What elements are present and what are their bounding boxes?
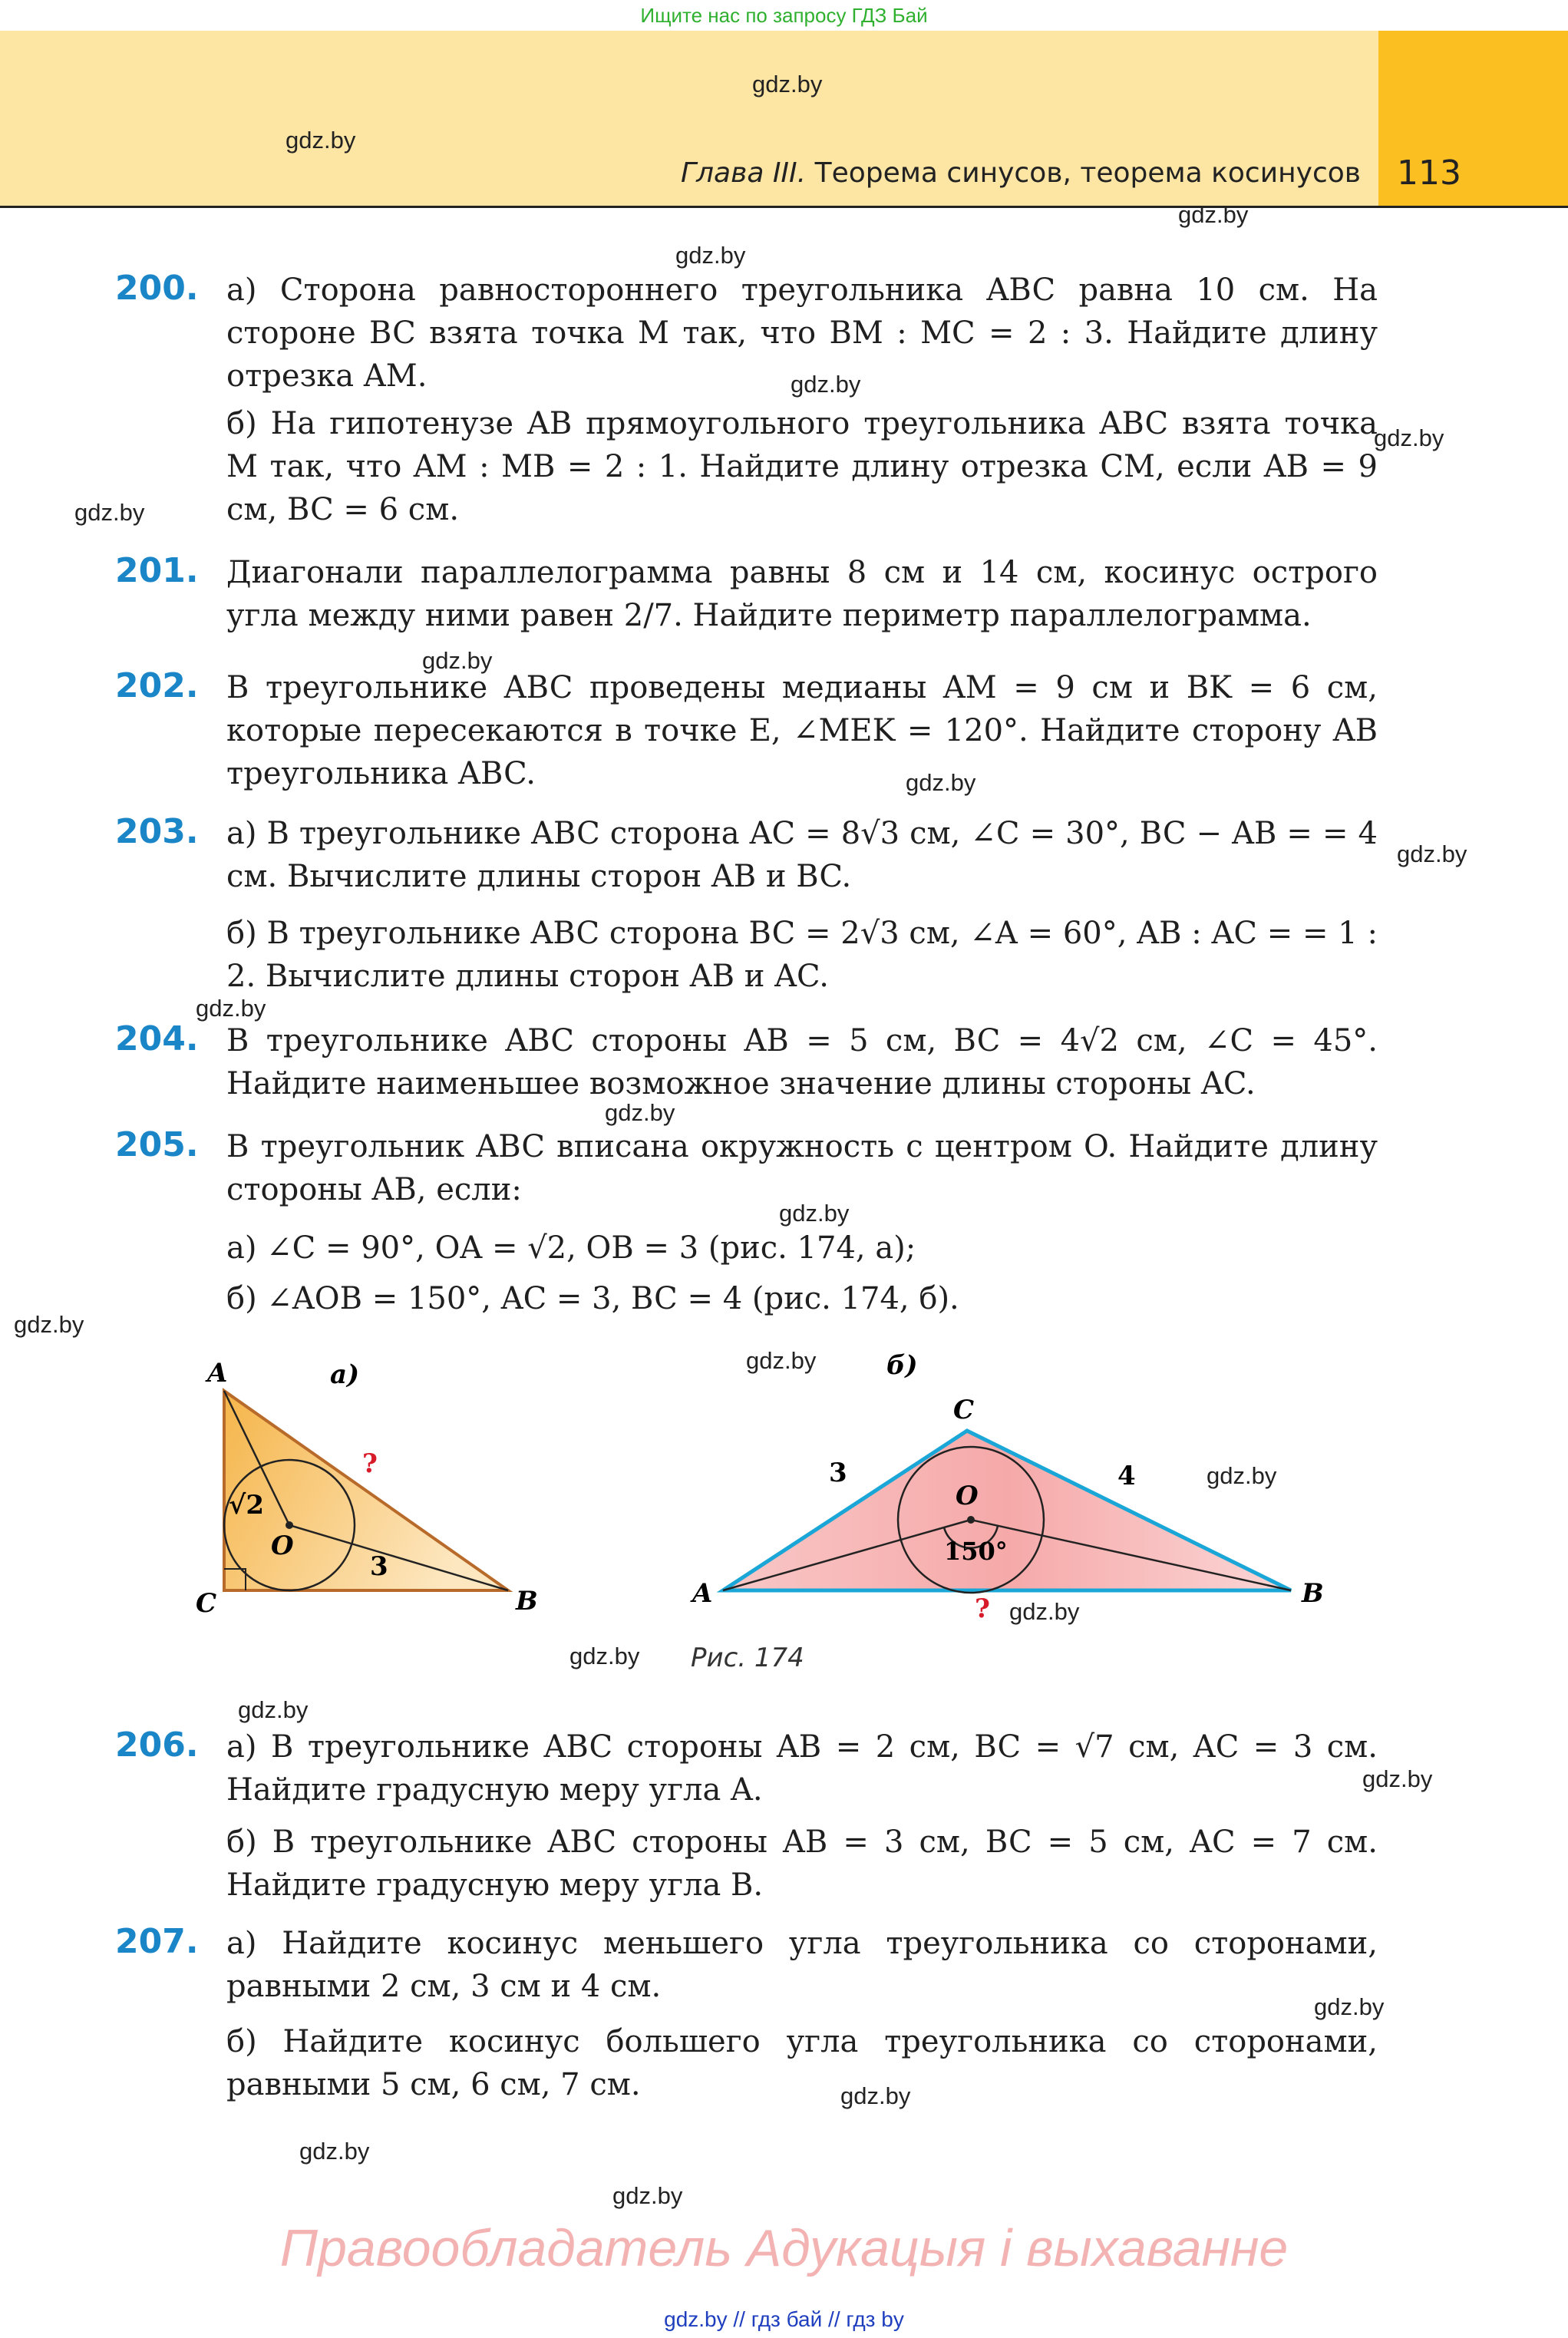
- footer-links[interactable]: gdz.by // гдз бай // гдз by: [664, 2307, 904, 2331]
- watermark: gdz.by: [14, 1311, 84, 1338]
- watermark: gdz.by: [1314, 1993, 1385, 2020]
- problem-number: 206.: [115, 1725, 199, 1765]
- problem-text: а) ∠C = 90°, OA = √2, OB = 3 (рис. 174, а);: [226, 1230, 916, 1266]
- watermark: gdz.by: [675, 242, 746, 269]
- problem-text: В треугольнике ABC стороны AB = 5 см, BC = 4√2 см, ∠C = 45°. Найдите наименьшее возможное значение длины стороны AC.: [226, 1023, 1378, 1101]
- problem-text: б) На гипотенузе AB прямоугольного треугольника ABC взята точка M так, что AM : MB = 2 : 1. Найдите длину отрезка CM, если AB = 9 см, BC = 6 см.: [226, 406, 1378, 527]
- figure-caption: Рис. 174: [691, 1643, 804, 1673]
- watermark: gdz.by: [752, 71, 823, 97]
- problem-text: б) В треугольнике ABC сторона BC = 2√3 см, ∠A = 60°, AB : AC = = 1 : 2. Вычислите длины сторон AB и AC.: [226, 916, 1378, 994]
- label-ob: 3: [370, 1551, 388, 1582]
- problem-number: 201.: [115, 551, 199, 590]
- label-bc: 4: [1117, 1461, 1136, 1491]
- vertex-a-b: A: [692, 1578, 713, 1609]
- vertex-b-b: B: [1302, 1578, 1324, 1609]
- vertex-c-b: C: [953, 1395, 975, 1425]
- problem-text: В треугольник ABC вписана окружность с центром O. Найдите длину стороны AB, если:: [226, 1129, 1378, 1207]
- vertex-b: B: [516, 1586, 538, 1616]
- triangle-a: [224, 1391, 508, 1590]
- problem-text: б) В треугольнике ABC стороны AB = 3 см, BC = 5 см, AC = 7 см. Найдите градусную меру угла B.: [226, 1824, 1378, 1903]
- watermark: gdz.by: [196, 995, 266, 1022]
- watermark: gdz.by: [1397, 840, 1467, 867]
- figure-174a: [192, 1351, 591, 1627]
- problem-text: а) В треугольнике ABC сторона AC = 8√3 см, ∠C = 30°, BC − AB = = 4 см. Вычислите длины сторон AB и BC.: [226, 816, 1378, 894]
- watermark: gdz.by: [1009, 1598, 1080, 1625]
- point-o-b: [967, 1516, 975, 1524]
- watermark: gdz.by: [238, 1696, 309, 1723]
- watermark: gdz.by: [612, 2182, 683, 2209]
- problem-text: а) Найдите косинус меньшего угла треугольника со сторонами, равными 2 см, 3 см и 4 см.: [226, 1926, 1378, 2004]
- watermark: gdz.by: [299, 2138, 370, 2165]
- problem-text: В треугольнике ABC проведены медианы AM = 9 см и BK = 6 см, которые пересекаются в точке E, ∠MEK = 120°. Найдите сторону AB треугольника ABC.: [226, 670, 1378, 791]
- label-angle: 150°: [944, 1537, 1008, 1566]
- watermark: gdz.by: [569, 1643, 640, 1669]
- vertex-c: C: [196, 1588, 217, 1619]
- center-o: O: [271, 1531, 294, 1561]
- problem-number: 200.: [115, 269, 199, 308]
- problem-number: 207.: [115, 1922, 199, 1961]
- fig-a-label: а): [330, 1359, 360, 1390]
- watermark: gdz.by: [840, 2082, 911, 2109]
- problem-text: Диагонали параллелограмма равны 8 см и 14 см, косинус острого угла между ними равен 2/7. Найдите периметр параллелограмма.: [226, 555, 1378, 633]
- fig-b-label: б): [886, 1350, 918, 1381]
- vertex-a: A: [207, 1358, 228, 1389]
- problem-text: а) Сторона равностороннего треугольника ABC равна 10 см. На стороне BC взята точка M так, что BM : MC = 2 : 3. Найдите длину отрезка AM.: [226, 272, 1378, 394]
- chapter-title: Глава III. Теорема синусов, теорема косинусов: [680, 157, 1361, 189]
- label-ac: 3: [829, 1458, 847, 1488]
- label-oa: √2: [229, 1490, 265, 1521]
- question-b: ?: [975, 1593, 990, 1624]
- center-o-b: O: [956, 1481, 979, 1511]
- top-note: Ищите нас по запросу ГДЗ Бай: [640, 4, 928, 27]
- watermark: gdz.by: [1207, 1462, 1277, 1489]
- copyright-notice: Правообладатель Адукацыя і выхаванне: [279, 2219, 1289, 2277]
- problem-number: 202.: [115, 666, 199, 705]
- header-divider: [0, 206, 1568, 208]
- watermark: gdz.by: [286, 127, 356, 154]
- problem-number: 204.: [115, 1019, 199, 1058]
- problem-number: 205.: [115, 1125, 199, 1164]
- page-number: 113: [1397, 154, 1461, 193]
- watermark: gdz.by: [779, 1200, 850, 1227]
- problem-number: 203.: [115, 812, 199, 851]
- watermark: gdz.by: [1374, 424, 1444, 451]
- watermark: gdz.by: [605, 1099, 675, 1126]
- problem-text: б) ∠AOB = 150°, AC = 3, BC = 4 (рис. 174, б).: [226, 1281, 959, 1316]
- watermark: gdz.by: [1178, 201, 1249, 228]
- watermark: gdz.by: [746, 1347, 817, 1374]
- watermark: gdz.by: [906, 769, 976, 796]
- watermark: gdz.by: [74, 499, 145, 526]
- watermark: gdz.by: [422, 647, 493, 674]
- problem-text: б) Найдите косинус большего угла треугольника со сторонами, равными 5 см, 6 см, 7 см.: [226, 2024, 1378, 2102]
- figure-174b: [683, 1336, 1351, 1627]
- problem-text: а) В треугольнике ABC стороны AB = 2 см, BC = √7 см, AC = 3 см. Найдите градусную меру угла A.: [226, 1729, 1378, 1808]
- point-o-a: [286, 1521, 293, 1529]
- question-a: ?: [362, 1448, 378, 1479]
- watermark: gdz.by: [791, 371, 861, 398]
- watermark: gdz.by: [1362, 1765, 1433, 1792]
